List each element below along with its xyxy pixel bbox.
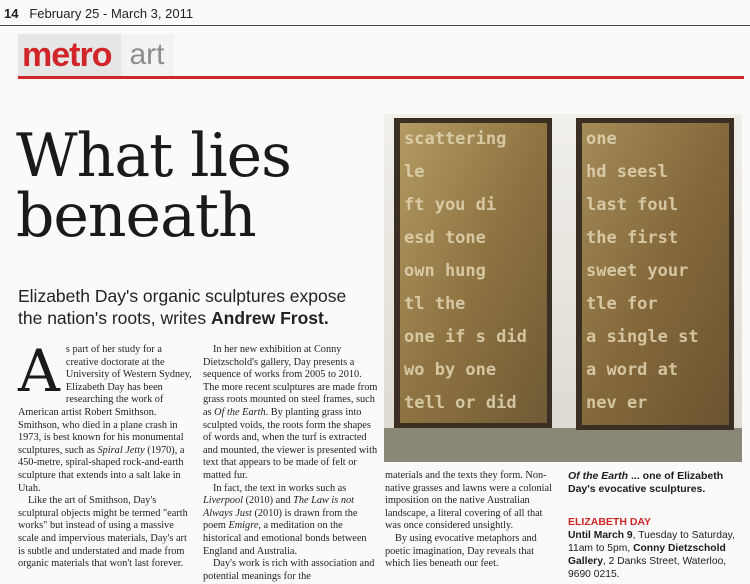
author-name: Andrew Frost. [211, 308, 329, 328]
left-panel-word: ft you di [404, 195, 497, 215]
left-panel-word: esd tone [404, 228, 486, 248]
masthead-rule [18, 76, 744, 79]
right-panel-word: a single st [586, 327, 699, 347]
body-paragraph: materials and the texts they form. Non-native grasses and lawns were a colonial imposition on the native Australian landscape, a literal covering of all that was once considered unsightly. [385, 470, 552, 532]
info-address: , 2 Danks Street, Waterloo, 9690 0215. [568, 556, 727, 580]
body-paragraph: By using evocative metaphors and poetic imagination, Day reveals that which lies beneath our feet. [385, 532, 537, 570]
artwork-photo [384, 114, 742, 462]
left-panel-word: scattering [404, 129, 507, 149]
body-column-2 [203, 344, 378, 583]
right-panel-word: hd seesl [586, 162, 668, 182]
headline [16, 121, 376, 251]
info-venue: Conny Dietzschold Gallery [568, 543, 726, 567]
headline-line-2: beneath [16, 181, 256, 251]
right-panel-word: the first [586, 228, 679, 248]
info-title: ELIZABETH DAY [568, 516, 652, 528]
subsection-name: art [121, 34, 174, 76]
body-column-3 [385, 470, 557, 571]
right-panel-word: one [586, 129, 617, 149]
body-paragraph: Day's work is rich with association and potential meanings for the [203, 558, 375, 582]
drop-cap: A [18, 337, 60, 405]
photo-caption [568, 470, 743, 496]
right-panel-word: a word at [586, 360, 679, 380]
body-paragraph: In fact, the text in works such as Liverpool (2010) and The Law is not Always Just (2010) is drawn from the poem Emigre, a meditation on the historical and emotional bonds between England and Australia. [203, 482, 367, 557]
standfirst-text: Elizabeth Day's organic sculptures expose the nation's roots, writes [18, 286, 347, 328]
info-hours: , Tuesday to Saturday, 11am to 5pm, [568, 530, 735, 554]
body-column-1 [18, 337, 194, 571]
standfirst [18, 285, 363, 329]
section-name: metro [18, 34, 121, 76]
left-panel-word: own hung [404, 261, 486, 281]
sculpture-image [384, 114, 742, 462]
left-panel-word: le [404, 162, 425, 182]
body-paragraph: Like the art of Smithson, Day's sculptural objects might be termed "earth works" but instead of using a massive scale and impervious materials, Day's art is subtle and understated and made from organic materials that won't last forever. [18, 495, 188, 570]
info-details [568, 529, 746, 581]
left-panel-word: tell or did [404, 393, 517, 413]
issue-date: February 25 - March 3, 2011 [29, 6, 194, 21]
caption-title: Of the Earth [568, 470, 629, 482]
page-header [0, 0, 750, 26]
info-dates: Until March 9 [568, 530, 633, 541]
left-panel-word: tl the [404, 294, 466, 314]
section-masthead [18, 34, 174, 76]
caption-text: ... one of Elizabeth Day's evocative sculptures. [568, 470, 724, 495]
right-panel-word: tle for [586, 294, 658, 314]
body-paragraph: As part of her study for a creative doctorate at the University of Western Sydney, Elizabeth Day has been researching the work of American artist Robert Smithson. Smithson, who died in a plane crash in 1973, is best known for his monumental sculptures, such as Spiral Jetty (1970), a 450-metre, spiral-shaped rock-and-earth sculpture that extends into a salt lake in Utah. [18, 337, 192, 494]
page-number: 14 [4, 6, 19, 21]
body-paragraph: In her new exhibition at Conny Dietzschold's gallery, Day presents a sequence of works from 2005 to 2010. The more recent sculptures are made from grass roots mounted on steel frames, such as Of the Earth. By planting grass into sculpted voids, the roots form the shapes of words and, when the turf is extracted and mounted, the viewer is presented with text that appears to be made of felt or matted fur. [203, 344, 378, 481]
headline-line-1: What lies [16, 121, 291, 191]
exhibition-info [568, 516, 746, 581]
right-panel-word: last foul [586, 195, 679, 215]
right-panel-word: sweet your [586, 261, 689, 281]
right-panel-word: nev er [586, 393, 648, 413]
left-panel-word: wo by one [404, 360, 497, 380]
page-folio [4, 6, 193, 21]
left-panel-word: one if s did [404, 327, 527, 347]
